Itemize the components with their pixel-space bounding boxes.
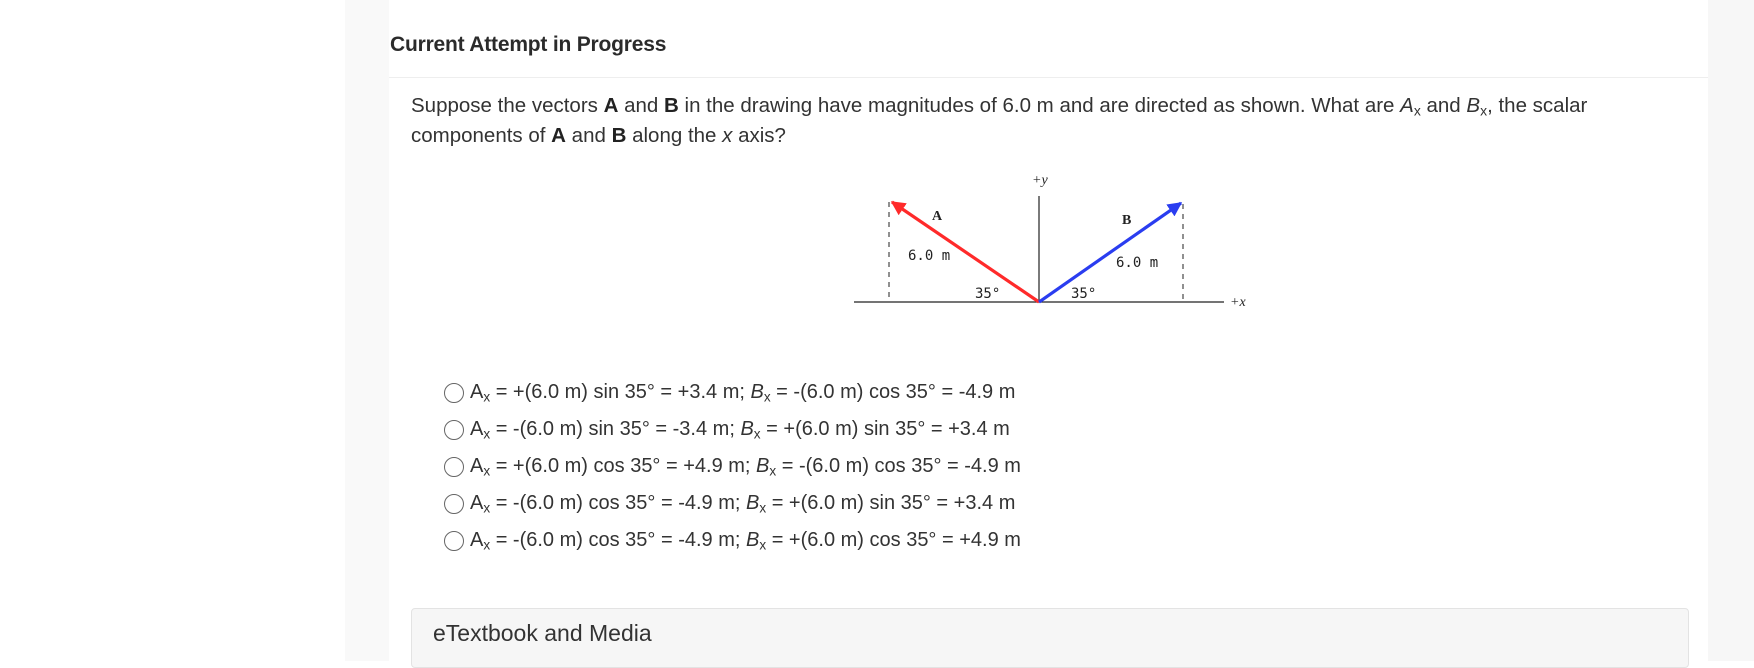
- answer-option-2[interactable]: $A_x = -(6.0$ m) sin 35° = -3.4 m; $B_x = +(6.0$ m) sin 35° = +3.4 m: [444, 411, 1021, 448]
- left-gutter: [0, 0, 345, 661]
- answer-option-5[interactable]: $A_x = -(6.0$ m) cos 35° = -4.9 m; $B_x = +(6.0$ m) cos 35° = +4.9 m: [444, 522, 1021, 559]
- vector-a-label: A: [932, 209, 943, 224]
- vector-b-angle: 35°: [1071, 286, 1097, 302]
- vector-diagram-svg: [850, 164, 1250, 314]
- vector-a-magnitude: 6.0 m: [908, 248, 951, 264]
- vector-b-arrow: [1039, 203, 1181, 302]
- header-divider: [389, 77, 1708, 78]
- radio-button[interactable]: [444, 383, 464, 403]
- vector-b-magnitude: 6.0 m: [1116, 255, 1159, 271]
- x-axis-label: +x: [1230, 295, 1246, 310]
- bx-variable: B: [1466, 94, 1481, 117]
- radio-button[interactable]: [444, 494, 464, 514]
- etextbook-media-panel[interactable]: [411, 608, 1689, 668]
- answer-options: [444, 374, 1021, 559]
- answer-option-4[interactable]: $A_x = -(6.0$ m) cos 35° = -4.9 m; $B_x = +(6.0$ m) sin 35° = +3.4 m: [444, 485, 1021, 522]
- answer-option-1[interactable]: $A_x = +(6.0$ m) sin 35° = +3.4 m; $B_x = -(6.0$ m) cos 35° = -4.9 m: [444, 374, 1021, 411]
- answer-option-3[interactable]: $A_x = +(6.0$ m) cos 35° = +4.9 m; $B_x = -(6.0$ m) cos 35° = -4.9 m: [444, 448, 1021, 485]
- vector-diagram: [850, 164, 1250, 314]
- vector-b-bold: B: [664, 94, 679, 117]
- vector-a-angle: 35°: [975, 286, 1001, 302]
- vector-a-bold: A: [603, 94, 619, 117]
- right-gutter: [1708, 0, 1754, 661]
- vector-b-label: B: [1122, 213, 1132, 228]
- radio-button[interactable]: [444, 420, 464, 440]
- etextbook-media-label: eTextbook and Media: [433, 620, 652, 646]
- attempt-status-title: Current Attempt in Progress: [390, 33, 667, 56]
- radio-button[interactable]: [444, 457, 464, 477]
- ax-variable: A: [1400, 94, 1414, 117]
- question-text: Suppose the vectors A and B in the drawing have magnitudes of 6.0 m and are directed as shown. What are $A_x$ and $B_x$, the scalar components of A and B along the x axis?: [411, 94, 1588, 147]
- radio-button[interactable]: [444, 531, 464, 551]
- y-axis-label: +y: [1032, 173, 1048, 188]
